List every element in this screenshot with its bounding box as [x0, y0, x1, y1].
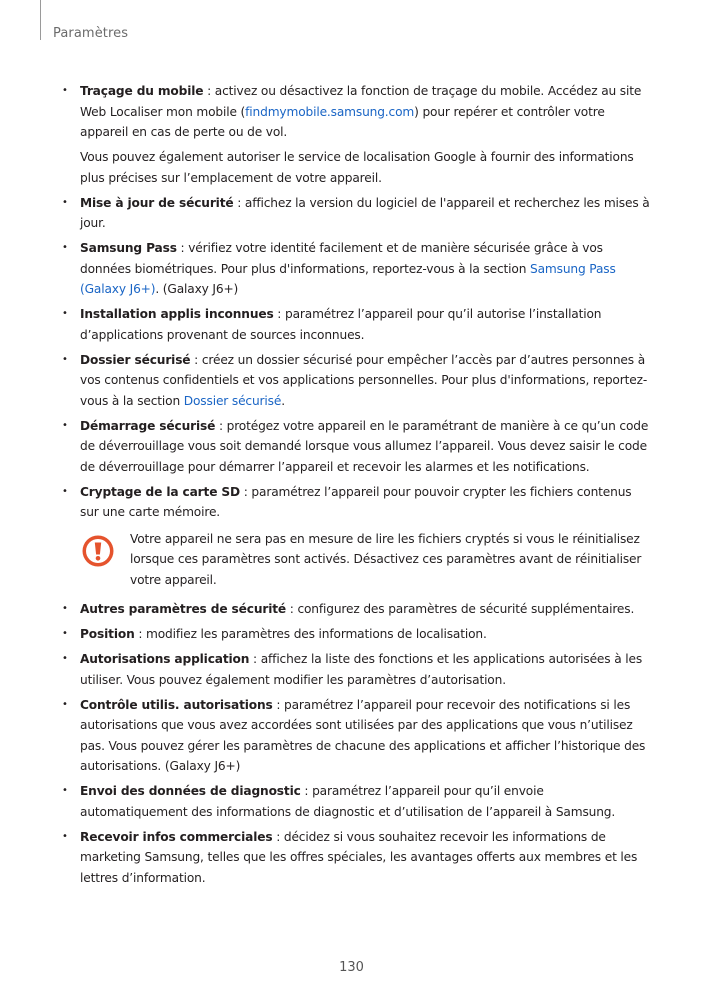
list-item-dossier-securise [62, 350, 650, 412]
item-term: Autres paramètres de sécurité [80, 602, 287, 616]
list-item-position [62, 624, 650, 645]
page-number: 130 [339, 960, 364, 975]
item-term: Autorisations application [80, 652, 250, 666]
list-item-cryptage-carte-sd [62, 482, 650, 523]
item-text: : affichez la liste des fonctions et les applications autorisées à les utiliser. Vous pouvez également modifier les paramètres d’autorisation. [80, 652, 643, 687]
item-text: ) pour repérer et contrôler votre appareil en cas de perte ou de vol. [80, 104, 605, 139]
bullet-icon: • [62, 653, 68, 664]
list-item-controle-autorisations [62, 695, 650, 777]
item-term: Recevoir infos commerciales [80, 829, 273, 844]
warning-icon [82, 535, 114, 567]
warning-text: Votre appareil ne sera pas en mesure de lire les fichiers cryptés si vous le réinitialisez lorsque ces paramètres sont activés. Désactivez ces paramètres avant de réinitialiser votre appareil. [130, 531, 642, 587]
item-term: Dossier sécurisé [80, 352, 191, 367]
item-text: : paramétrez l’appareil pour qu’il envoie automatiquement des informations de diagnostic et d’utilisation de l’appareil à Samsung. [80, 784, 616, 819]
findmymobile-link[interactable]: findmymobile.samsung.com [245, 104, 415, 119]
item-term: Samsung Pass [80, 241, 177, 255]
item-term: Installation applis inconnues [80, 307, 274, 321]
settings-list [62, 81, 650, 893]
item-text: : vérifiez votre identité facilement et de manière sécurisée grâce à vos données biométriques. Pour plus d'informations, reportez-vous à la section [80, 241, 603, 276]
header-rule [40, 0, 41, 40]
list-item-envoi-diagnostic [62, 781, 650, 822]
list-item-demarrage-securise [62, 416, 650, 478]
bullet-icon: • [62, 196, 68, 208]
list-item-samsung-pass [62, 238, 650, 300]
list-item-mise-a-jour-securite [62, 193, 650, 234]
item-text: : créez un dossier sécurisé pour empêcher l’accès par d’autres personnes à vos contenus confidentiels et vos applications personnelles. Pour plus d'informations, reportez-vous à la section [80, 352, 648, 408]
bullet-icon: • [62, 85, 68, 96]
item-term: Démarrage sécurisé [80, 418, 216, 433]
item-text: : protégez votre appareil en le paramétrant de manière à ce qu’un code de déverrouillage vous soit demandé lorsque vous allumez l’appareil. Vous devez saisir le code de déverrouillage pour démarrer l’appareil et recevoir les alarmes et les notifications. [80, 418, 649, 474]
bullet-icon: • [62, 785, 68, 796]
item-text: : configurez des paramètres de sécurité supplémentaires. [286, 602, 635, 616]
list-item-autres-parametres [62, 599, 650, 620]
bullet-icon: • [62, 308, 68, 319]
item-subparagraph: Vous pouvez également autoriser le service de localisation Google à fournir des informations plus précises sur l’emplacement de votre appareil. [80, 150, 634, 185]
item-term: Position [80, 627, 135, 641]
bullet-icon: • [62, 353, 68, 365]
list-item-tracage-mobile [62, 81, 650, 188]
item-text: : paramétrez l’appareil pour pouvoir crypter les fichiers contenus sur une carte mémoire. [80, 484, 632, 519]
bullet-icon: • [62, 628, 68, 639]
bullet-icon: • [62, 485, 68, 497]
page-title: Paramètres [53, 26, 129, 41]
item-term: Traçage du mobile [80, 84, 204, 98]
list-item-autorisations-application [62, 649, 650, 690]
item-text: : décidez si vous souhaitez recevoir les informations de marketing Samsung, telles que les offres spéciales, les avantages offerts aux membres et les lettres d’information. [80, 829, 638, 885]
samsung-pass-link[interactable]: Samsung Pass (Galaxy J6+) [80, 261, 616, 296]
warning-note [62, 529, 650, 591]
item-text: . (Galaxy J6+) [155, 282, 239, 296]
dossier-securise-link[interactable]: Dossier sécurisé [183, 393, 282, 408]
item-text: : modifiez les paramètres des informations de localisation. [134, 627, 487, 641]
item-text: : paramétrez l’appareil pour recevoir des notifications si les autorisations que vous avez accordées sont utilisées par des applications que vous n’utilisez pas. Vous pouvez gérer les paramètres de chacune des applications et afficher l’historique des autorisations. (Galaxy J6+) [80, 697, 646, 773]
item-term: Contrôle utilis. autorisations [80, 697, 273, 712]
list-item-installation-applis [62, 304, 650, 345]
item-term: Envoi des données de diagnostic [80, 784, 301, 798]
bullet-icon: • [62, 242, 68, 253]
bullet-icon: • [62, 419, 68, 431]
item-term: Mise à jour de sécurité [80, 195, 234, 210]
item-text: : paramétrez l’appareil pour qu’il autorise l’installation d’applications provenant de sources inconnues. [80, 307, 602, 342]
item-text: : activez ou désactivez la fonction de traçage du mobile. Accédez au site Web Localiser mon mobile ( [80, 84, 642, 119]
item-text: . [281, 393, 285, 408]
bullet-icon: • [62, 603, 68, 614]
item-term: Cryptage de la carte SD [80, 484, 241, 499]
bullet-icon: • [62, 830, 68, 842]
bullet-icon: • [62, 698, 68, 710]
list-item-infos-commerciales [62, 827, 650, 889]
item-text: : affichez la version du logiciel de l'appareil et recherchez les mises à jour. [80, 195, 650, 230]
